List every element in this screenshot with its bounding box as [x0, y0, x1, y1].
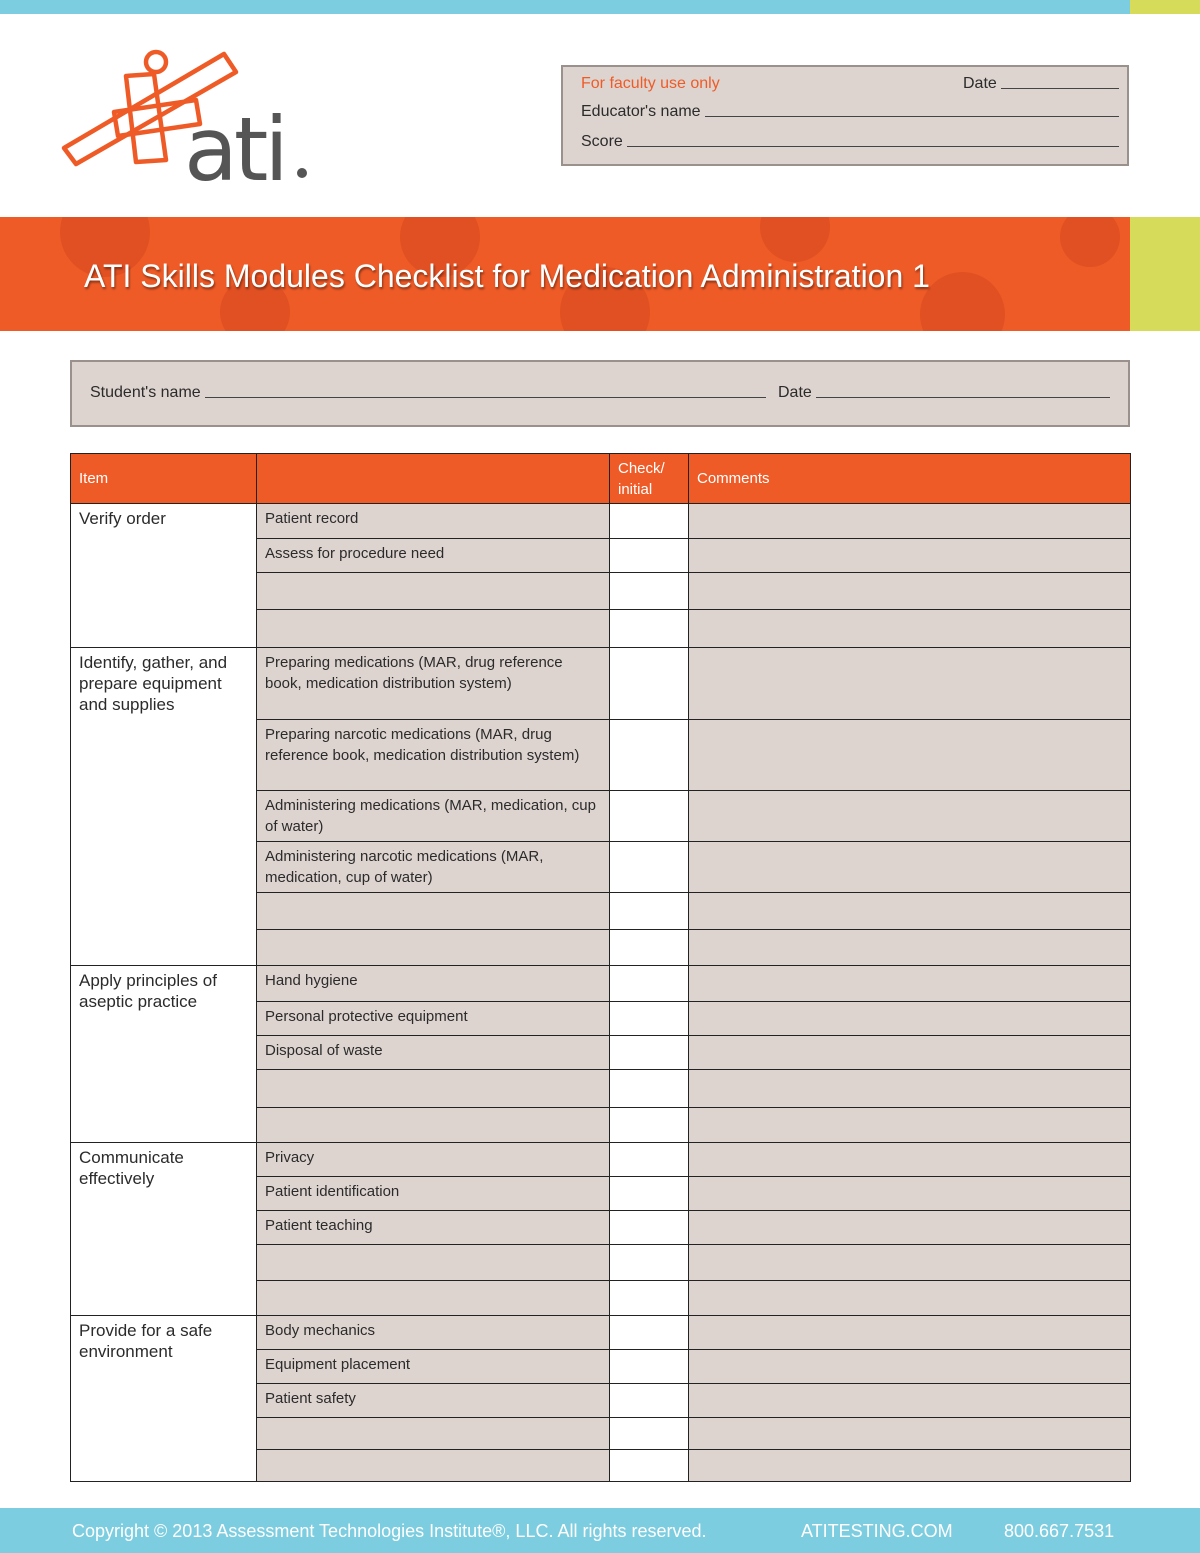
subitem-cell [257, 1281, 610, 1316]
check-initial-cell[interactable] [610, 1143, 689, 1177]
footer-bar [0, 1508, 1200, 1553]
comments-cell[interactable] [689, 930, 1131, 966]
check-initial-cell[interactable] [610, 1281, 689, 1316]
checklist-body [71, 504, 1131, 1482]
check-initial-cell[interactable] [610, 539, 689, 573]
ati-logo [56, 40, 326, 190]
subitem-cell [257, 1418, 610, 1450]
footer-phone: 800.667.7531 [1004, 1521, 1115, 1541]
table-row [71, 504, 1131, 539]
subitem-cell: Patient record [257, 504, 610, 539]
subitem-cell: Patient safety [257, 1384, 610, 1418]
check-initial-cell[interactable] [610, 720, 689, 791]
subitem-cell [257, 1245, 610, 1281]
subitem-cell: Hand hygiene [257, 966, 610, 1002]
check-initial-cell[interactable] [610, 1450, 689, 1482]
faculty-date-label: Date [963, 75, 997, 92]
faculty-date-rule[interactable] [1001, 88, 1119, 89]
comments-cell[interactable] [689, 1211, 1131, 1245]
student-name-rule[interactable] [205, 397, 766, 398]
educator-name-line[interactable] [581, 103, 1119, 121]
check-initial-cell[interactable] [610, 1316, 689, 1350]
student-name-label: Student's name [90, 384, 201, 401]
comments-cell[interactable] [689, 1245, 1131, 1281]
student-date-rule[interactable] [816, 397, 1110, 398]
check-initial-cell[interactable] [610, 1245, 689, 1281]
faculty-use-box [561, 65, 1129, 166]
faculty-label-line [581, 75, 961, 93]
page-title: ATI Skills Modules Checklist for Medication Administration 1 [84, 258, 930, 294]
check-initial-cell[interactable] [610, 842, 689, 893]
footer-copyright: Copyright © 2013 Assessment Technologies Institute®, LLC. All rights reserved. [72, 1521, 707, 1541]
comments-cell[interactable] [689, 1316, 1131, 1350]
check-initial-cell[interactable] [610, 893, 689, 930]
subitem-cell [257, 1450, 610, 1482]
subitem-cell: Preparing medications (MAR, drug reference book, medication distribution system) [257, 648, 610, 720]
comments-cell[interactable] [689, 1418, 1131, 1450]
check-initial-cell[interactable] [610, 1350, 689, 1384]
top-accent-bar-green [1130, 0, 1200, 14]
footer-website-link[interactable]: ATITESTING.COM [801, 1521, 953, 1541]
comments-cell[interactable] [689, 1384, 1131, 1418]
subitem-cell [257, 893, 610, 930]
educator-name-label: Educator's name [581, 103, 701, 120]
check-initial-cell[interactable] [610, 930, 689, 966]
category-cell: Provide for a safe environment [71, 1316, 257, 1482]
header-check-initial: Check/ initial [610, 454, 689, 504]
comments-cell[interactable] [689, 842, 1131, 893]
comments-cell[interactable] [689, 791, 1131, 842]
comments-cell[interactable] [689, 1036, 1131, 1070]
subitem-cell: Administering medications (MAR, medication, cup of water) [257, 791, 610, 842]
comments-cell[interactable] [689, 504, 1131, 539]
table-row [71, 648, 1131, 720]
comments-cell[interactable] [689, 573, 1131, 610]
checklist-table [70, 453, 1131, 1482]
comments-cell[interactable] [689, 893, 1131, 930]
banner-accent-green [1130, 217, 1200, 331]
check-initial-cell[interactable] [610, 504, 689, 539]
check-initial-cell[interactable] [610, 1108, 689, 1143]
subitem-cell: Disposal of waste [257, 1036, 610, 1070]
table-header-row [71, 454, 1131, 504]
check-initial-cell[interactable] [610, 1036, 689, 1070]
subitem-cell: Administering narcotic medications (MAR, medication, cup of water) [257, 842, 610, 893]
top-accent-bar [0, 0, 1130, 14]
subitem-cell: Preparing narcotic medications (MAR, drug reference book, medication distribution system) [257, 720, 610, 791]
subitem-cell: Body mechanics [257, 1316, 610, 1350]
check-initial-cell[interactable] [610, 791, 689, 842]
banner-texture-dot [760, 217, 830, 262]
check-initial-cell[interactable] [610, 1384, 689, 1418]
comments-cell[interactable] [689, 610, 1131, 648]
check-initial-cell[interactable] [610, 648, 689, 720]
student-date-label: Date [778, 384, 812, 401]
comments-cell[interactable] [689, 1002, 1131, 1036]
subitem-cell: Patient identification [257, 1177, 610, 1211]
svg-text:ati: ati [184, 98, 285, 190]
check-initial-cell[interactable] [610, 1418, 689, 1450]
comments-cell[interactable] [689, 1108, 1131, 1143]
score-line[interactable] [581, 133, 1119, 151]
student-info-box [70, 360, 1130, 427]
comments-cell[interactable] [689, 1281, 1131, 1316]
subitem-cell [257, 930, 610, 966]
check-initial-cell[interactable] [610, 1070, 689, 1108]
subitem-cell [257, 610, 610, 648]
banner-texture-dot [1060, 217, 1120, 267]
comments-cell[interactable] [689, 1143, 1131, 1177]
check-initial-cell[interactable] [610, 1002, 689, 1036]
comments-cell[interactable] [689, 1350, 1131, 1384]
subitem-cell: Assess for procedure need [257, 539, 610, 573]
subitem-cell: Patient teaching [257, 1211, 610, 1245]
comments-cell[interactable] [689, 1070, 1131, 1108]
subitem-cell [257, 1108, 610, 1143]
comments-cell[interactable] [689, 539, 1131, 573]
comments-cell[interactable] [689, 1177, 1131, 1211]
comments-cell[interactable] [689, 1450, 1131, 1482]
category-cell: Communicate effectively [71, 1143, 257, 1316]
subitem-cell: Equipment placement [257, 1350, 610, 1384]
subitem-cell: Privacy [257, 1143, 610, 1177]
subitem-cell: Personal protective equipment [257, 1002, 610, 1036]
subitem-cell [257, 573, 610, 610]
subitem-cell [257, 1070, 610, 1108]
educator-name-rule[interactable] [705, 116, 1119, 117]
student-name-line[interactable] [90, 384, 766, 402]
check-initial-cell[interactable] [610, 610, 689, 648]
check-initial-cell[interactable] [610, 1177, 689, 1211]
header-comments: Comments [689, 454, 1131, 504]
comments-cell[interactable] [689, 966, 1131, 1002]
category-cell: Verify order [71, 504, 257, 648]
faculty-use-label: For faculty use only [581, 75, 720, 92]
score-label: Score [581, 133, 623, 150]
table-row [71, 966, 1131, 1002]
header-blank [257, 454, 610, 504]
student-date-line[interactable] [778, 384, 1110, 402]
banner-texture-dot [920, 272, 1005, 331]
table-row [71, 1316, 1131, 1350]
comments-cell[interactable] [689, 648, 1131, 720]
header-item: Item [71, 454, 257, 504]
check-initial-cell[interactable] [610, 573, 689, 610]
comments-cell[interactable] [689, 720, 1131, 791]
check-initial-cell[interactable] [610, 1211, 689, 1245]
faculty-date-line[interactable] [963, 75, 1119, 93]
table-row [71, 1143, 1131, 1177]
category-cell: Apply principles of aseptic practice [71, 966, 257, 1143]
category-cell: Identify, gather, and prepare equipment and supplies [71, 648, 257, 966]
score-rule[interactable] [627, 146, 1119, 147]
check-initial-cell[interactable] [610, 966, 689, 1002]
